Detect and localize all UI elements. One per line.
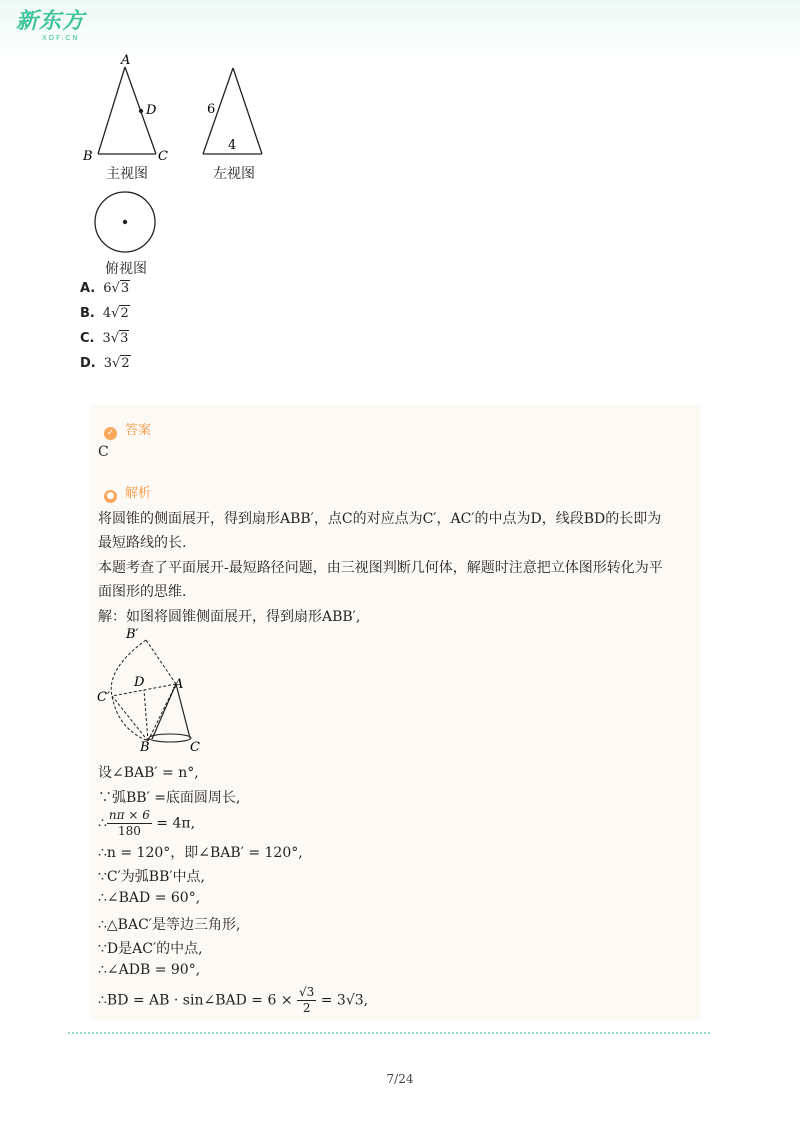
option-d[interactable]: D. 3√2 [80, 356, 130, 371]
diag-label-B: B [140, 740, 150, 754]
diag-label-C1: C′ [97, 690, 110, 705]
label-D: D [146, 103, 157, 118]
option-b[interactable]: B. 4√2 [80, 306, 129, 321]
label-C: C [158, 149, 168, 162]
diag-label-C: C [190, 740, 200, 754]
top-view-figure [92, 190, 158, 256]
analysis-para1-line1: 将圆锥的侧面展开，得到扇形ABB′，点C的对应点为C′，AC′的中点为D，线段BD的长即为 [98, 511, 662, 527]
label-B: B [83, 149, 93, 162]
step-1: 设∠BAB′ = n°, [98, 765, 199, 781]
lightbulb-icon: ● [104, 490, 117, 503]
step-3: ∴n = 120°，即∠BAB′ = 120°, [98, 845, 303, 861]
option-c[interactable]: C. 3√3 [80, 331, 129, 346]
analysis-para2-line1: 本题考查了平面展开-最短路径问题，由三视图判断几何体，解题时注意把立体图形转化为平 [98, 560, 663, 576]
option-a[interactable]: A. 6√3 [80, 281, 130, 296]
fraction-sqrt3-over-2: $\frac{√3}{2}$ [299, 985, 315, 1015]
analysis-heading: ● 解析 [104, 482, 151, 503]
step-final: ∴BD = AB · sin∠BAD = 6 × $\frac{√3}{2}$ = 3√3, [98, 985, 369, 1015]
step-4: ∵C′为弧BB′中点, [98, 869, 206, 885]
step-2: ∵弧BB′ =底面圆周长, [98, 790, 241, 806]
step-fraction: ∴ $\frac{n\pi \times 6}{180}$ = 4π, [98, 808, 196, 838]
step-6: ∴△BAC′是等边三角形, [98, 917, 241, 933]
analysis-para3: 解：如图将圆锥侧面展开，得到扇形ABB′, [98, 609, 361, 625]
side-view-caption: 左视图 [213, 166, 255, 182]
step-5: ∴∠BAD = 60°, [98, 890, 201, 906]
label-A: A [121, 53, 131, 68]
label-slant: 6 [207, 102, 216, 117]
diag-label-D: D [134, 675, 145, 690]
front-view-caption: 主视图 [106, 166, 148, 182]
page-number: 7/24 [386, 1072, 414, 1086]
top-view-caption: 俯视图 [105, 261, 147, 277]
section-divider [68, 1032, 710, 1034]
label-base: 4 [228, 138, 237, 153]
unfolded-cone-diagram [96, 624, 208, 754]
diag-label-B1: B′ [126, 627, 139, 642]
front-view-figure [78, 52, 178, 162]
check-badge-icon: ✓ [104, 427, 117, 440]
fraction: $\frac{n\pi \times 6}{180}$ [108, 808, 150, 838]
step-7: ∵D是AC′的中点, [98, 941, 203, 957]
answer-value: C [98, 444, 109, 460]
logo-text: 新东方 [16, 9, 86, 34]
step-8: ∴∠ADB = 90°, [98, 962, 201, 978]
analysis-para1-line2: 最短路线的长. [98, 535, 187, 551]
analysis-para2-line2: 面图形的思维. [98, 584, 187, 600]
side-view-figure [195, 60, 275, 160]
brand-logo [16, 10, 85, 42]
logo-subtext: XDF.CN [42, 34, 80, 42]
diag-label-A: A [174, 677, 184, 692]
answer-heading: ✓ 答案 [104, 419, 151, 440]
